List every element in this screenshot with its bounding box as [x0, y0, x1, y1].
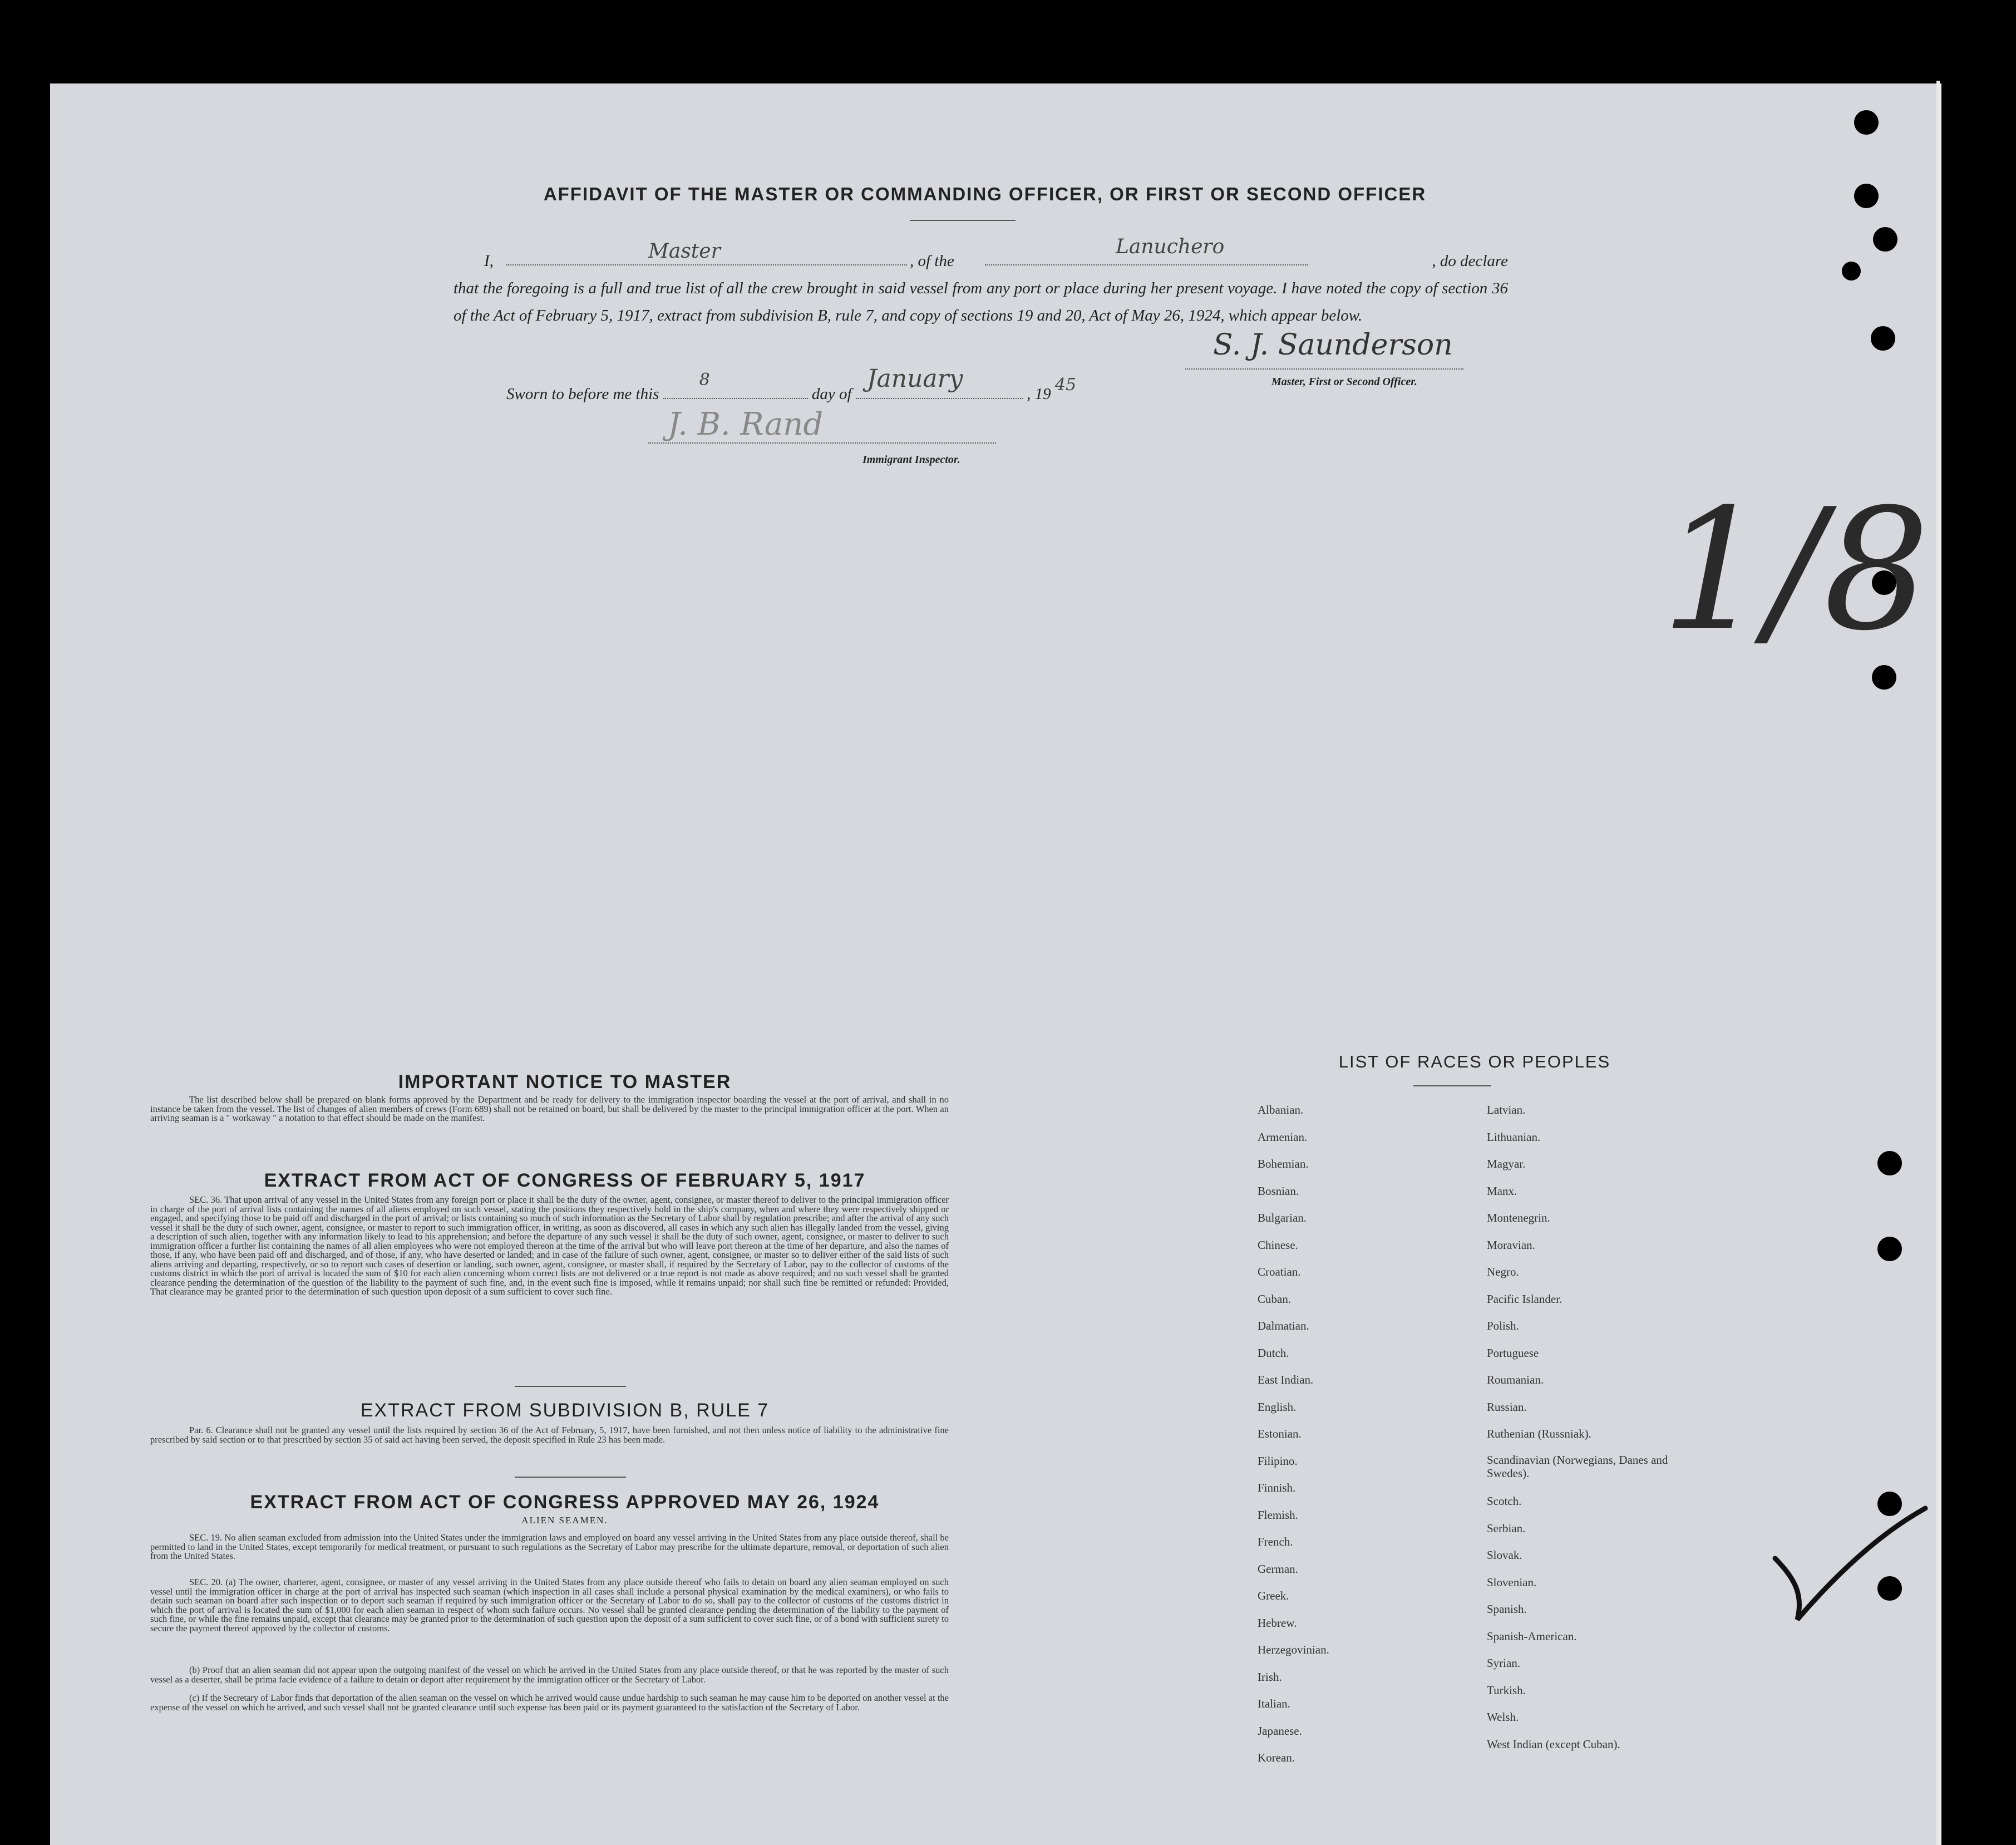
punch-hole — [1854, 184, 1879, 208]
race-item: German. — [1258, 1562, 1298, 1576]
race-item: Montenegrin. — [1487, 1211, 1550, 1224]
extract-rule7-title: EXTRACT FROM SUBDIVISION B, RULE 7 — [360, 1400, 770, 1421]
race-item: Albanian. — [1258, 1103, 1304, 1116]
inspector-signature: J. B. Rand — [668, 406, 824, 442]
race-item: Greek. — [1258, 1589, 1289, 1602]
do-declare-label: , do declare — [1432, 252, 1508, 270]
race-item: Chinese. — [1258, 1238, 1298, 1252]
divider — [910, 220, 1016, 221]
month-field — [856, 365, 1023, 399]
divider — [1413, 1085, 1491, 1086]
punch-hole — [1872, 665, 1896, 690]
of-the-label: , of the — [910, 252, 954, 270]
race-item: Scotch. — [1487, 1494, 1522, 1508]
master-signature-line — [1185, 368, 1463, 370]
race-item: Flemish. — [1258, 1508, 1298, 1522]
year-label: , 19 — [1027, 385, 1051, 403]
race-item: Latvian. — [1487, 1103, 1526, 1116]
day-field — [663, 370, 808, 399]
race-item: Bohemian. — [1258, 1157, 1309, 1170]
race-item: Finnish. — [1258, 1481, 1296, 1494]
race-item: Welsh. — [1487, 1710, 1519, 1724]
race-item: Moravian. — [1487, 1238, 1535, 1252]
punch-hole — [1871, 326, 1895, 351]
race-item: Pacific Islander. — [1487, 1292, 1562, 1306]
handwritten-name: Master — [648, 240, 721, 263]
notice-text: The list described below shall be prepared on blank forms approved by the Department and be ready for delivery to the immigration inspector boarding the vessel at the port of arrival, and shall in no instance be taken from the vessel. The list of changes of alien members of crews (Form 689) shall not be retained on board, but shall be delivered by the master to the principal immigration officer at the port. When an arriving seaman is a " workaway " a notation to that effect should be made on the manifest. — [150, 1094, 949, 1123]
race-item: Irish. — [1258, 1670, 1282, 1684]
punch-hole — [1842, 262, 1861, 281]
race-item: Ruthenian (Russniak). — [1487, 1427, 1591, 1440]
day-of-label: day of — [811, 385, 852, 403]
race-item: Italian. — [1258, 1697, 1290, 1710]
race-item: Cuban. — [1258, 1292, 1292, 1306]
extract-1924-sec20b: (b) Proof that an alien seaman did not appear upon the outgoing manifest of the vessel on which he arrived in the United States from any place outside thereof, or that he was reported by the master of such vessel as a deserter, shall be prima facie evidence of a failure to detain or deport after requirement by the immigration officer or the Secretary of Labor. — [150, 1665, 949, 1685]
race-item: Turkish. — [1487, 1683, 1526, 1697]
race-item: Russian. — [1487, 1400, 1527, 1414]
declaration-first-line — [454, 235, 1508, 275]
divider — [515, 1477, 626, 1478]
race-item: Dutch. — [1258, 1346, 1289, 1360]
race-item: Japanese. — [1258, 1724, 1302, 1738]
race-item: Magyar. — [1487, 1157, 1526, 1170]
race-item: Armenian. — [1258, 1130, 1308, 1144]
extract-1924-sec19: SEC. 19. No alien seaman excluded from admission into the United States under the immigration laws and employed on board any vessel arriving in the United States from any place outside thereof, shall be permitted to land in the United States, except temporarily for medical treatment, or pursuant to such regulations as the Secretary of Labor may prescribe for the ultimate departure, removal, or deportation of such alien from the United States. — [150, 1532, 949, 1561]
notice-title: IMPORTANT NOTICE TO MASTER — [398, 1071, 732, 1093]
race-item: Bulgarian. — [1258, 1211, 1307, 1224]
page-edge — [1936, 81, 1940, 1845]
inspector-caption: Immigrant Inspector. — [862, 454, 960, 466]
race-item: English. — [1258, 1400, 1297, 1414]
race-item: Roumanian. — [1487, 1373, 1544, 1386]
extract-1917-title: EXTRACT FROM ACT OF CONGRESS OF FEBRUARY 5, 1917 — [264, 1170, 866, 1191]
punch-hole — [1877, 1237, 1902, 1261]
race-item: Serbian. — [1487, 1521, 1526, 1535]
vessel-field — [985, 264, 1308, 265]
races-title: LIST OF RACES OR PEOPLES — [1338, 1052, 1611, 1071]
master-signature: S. J. Saunderson — [1213, 328, 1453, 362]
race-item: Croatian. — [1258, 1265, 1301, 1278]
race-item: Estonian. — [1258, 1427, 1302, 1440]
race-item: Polish. — [1487, 1319, 1519, 1332]
race-item: Filipino. — [1258, 1454, 1298, 1468]
extract-1924-sec20c: (c) If the Secretary of Labor finds that deportation of the alien seaman on the vessel on which he arrived would cause undue hardship to such seaman he may cause him to be deported on another vessel at the expense of the vessel on which he arrived, and such vessel shall not be granted clearance until such expense has been paid or its payment guaranteed to the satisfaction of the Secretary of Labor. — [150, 1693, 949, 1713]
handwritten-year: 45 — [1054, 375, 1077, 395]
race-item: Portuguese — [1487, 1346, 1539, 1360]
race-item: Hebrew. — [1258, 1616, 1297, 1630]
handwritten-day: 8 — [699, 370, 710, 390]
handwritten-month: January — [866, 365, 963, 393]
race-item: Manx. — [1487, 1184, 1517, 1198]
race-item: Dalmatian. — [1258, 1319, 1309, 1332]
divider — [515, 1386, 626, 1387]
race-item: Bosnian. — [1258, 1184, 1299, 1198]
handwritten-fraction: 1/8 — [1661, 473, 1930, 667]
handwritten-vessel: Lanuchero — [1116, 235, 1225, 258]
race-item: Spanish-American. — [1487, 1629, 1577, 1643]
declaration-body: that the foregoing is a full and true list of all the crew brought in said vessel from any port or place during her present voyage. I have noted the copy of section 36 of the Act of February 5, 1917, extract from subdivision B, rule 7, and copy of sections 19 and 20, Act of May 26, 1924, which appear below. — [454, 279, 1508, 324]
race-item: West Indian (except Cuban). — [1487, 1737, 1620, 1751]
race-item: Slovenian. — [1487, 1575, 1537, 1589]
sworn-line — [506, 365, 1077, 404]
race-item: Spanish. — [1487, 1602, 1527, 1616]
extract-1924-subtitle: ALIEN SEAMEN. — [521, 1515, 608, 1526]
punch-hole — [1873, 227, 1897, 252]
punch-hole — [1877, 1151, 1902, 1175]
extract-1924-sec20a: SEC. 20. (a) The owner, charterer, agent, consignee, or master of any vessel arriving in the United States from any place outside thereof who fails to detain on board any alien seaman employed on such vessel until the immigration officer in charge at the port of arrival has inspected such seaman (which inspection in all cases shall include a personal physical examination by the medical examiners), or who fails to detain such seaman on board after such inspection or to deport such seaman if required by such immigration officer or the Secretary of Labor to do so, shall pay to the collector of customs of the customs district in which the port of arrival is located the sum of $1,000 for each alien seaman in respect of whom such failure occurs. No vessel shall be granted clearance pending the determination of the liability to the payment of such fine, or while the fine remains unpaid, except that clearance may be granted prior to the determination of such question upon the deposit of a sum sufficient to cover such fine, or of a bond with sufficient surety to secure the payment thereof approved by the collector of customs. — [150, 1577, 949, 1634]
affidavit-title: AFFIDAVIT OF THE MASTER OR COMMANDING OFFICER, OR FIRST OR SECOND OFFICER — [543, 184, 1427, 204]
extract-1917-text: SEC. 36. That upon arrival of any vessel in the United States from any foreign port or place it shall be the duty of the owner, agent, consignee, or master thereof to deliver to the principal immigration officer in charge of the port of arrival lists containing the names of all aliens employed on such vessel, stating the positions they respectively hold in the ship's company, when and where they were respectively shipped or engaged, and specifying those to be paid off and discharged in the port of arrival; or lists containing so much of such information as the Secretary of Labor shall by regulation prescribe; and after the arrival of any such vessel it shall be the duty of such owner, agent, consignee, or master to report to such immigration officer, in writing, as soon as discovered, all cases in which any such alien has illegally landed from the vessel, giving a description of such alien, together with any information likely to lead to his apprehension; and before the departure of any such vessel it shall be the duty of such owner, agent, consignee, or master to deliver to such immigration officer a further list containing the names of all alien employees who were not employed thereon at the time of the arrival but who will leave port thereon at the time of her departure, and also the names of those, if any, who have been paid off and discharged, and of those, if any, who have deserted or landed; and in case of the failure of such owner, agent, consignee, or master so to deliver either of the said lists of such aliens arriving and departing, respectively, or so to report such cases of desertion or landing, such owner, agent, consignee, or master shall, if required by the Secretary of Labor, pay to the collector of customs of the customs district in which the port of arrival is located the sum of $10 for each alien concerning whom correct lists are not delivered or a true report is not made as above required; and no such vessel shall be granted clearance pending the determination of the question of the liability to the payment of such fine, and, in the event such fine is imposed, while it remains unpaid; nor shall such fine be remitted or refunded: Provided, That clearance may be granted prior to the determination of such question upon deposit of a sum sufficient to cover such fine. — [150, 1194, 949, 1297]
extract-rule7-text: Par. 6. Clearance shall not be granted any vessel until the lists required by section 36 of the Act of February, 5, 1917, have been furnished, and not then unless notice of liability to the administrative fine prescribed by said section or to that prescribed by section 35 of said act having been served, the deposit specified in Rule 23 has been made. — [150, 1425, 949, 1445]
race-item: East Indian. — [1258, 1373, 1314, 1386]
punch-hole — [1854, 110, 1879, 135]
i-label: I, — [484, 252, 494, 270]
inspector-signature-line — [648, 442, 996, 444]
race-item: Herzegovinian. — [1258, 1643, 1329, 1656]
check-mark-icon — [1764, 1503, 1931, 1631]
race-item: Scandinavian (Norwegians, Danes and Swedes). — [1487, 1453, 1668, 1480]
race-item: French. — [1258, 1535, 1293, 1548]
race-item: Korean. — [1258, 1751, 1295, 1764]
sworn-label: Sworn to before me this — [506, 385, 659, 403]
declaration — [454, 235, 1508, 329]
extract-1924-title: EXTRACT FROM ACT OF CONGRESS APPROVED MAY 26, 1924 — [250, 1492, 880, 1513]
race-item: Negro. — [1487, 1265, 1519, 1278]
race-item: Slovak. — [1487, 1548, 1522, 1562]
master-caption: Master, First or Second Officer. — [1271, 376, 1417, 388]
race-item: Syrian. — [1487, 1656, 1521, 1670]
race-item: Lithuanian. — [1487, 1130, 1541, 1144]
